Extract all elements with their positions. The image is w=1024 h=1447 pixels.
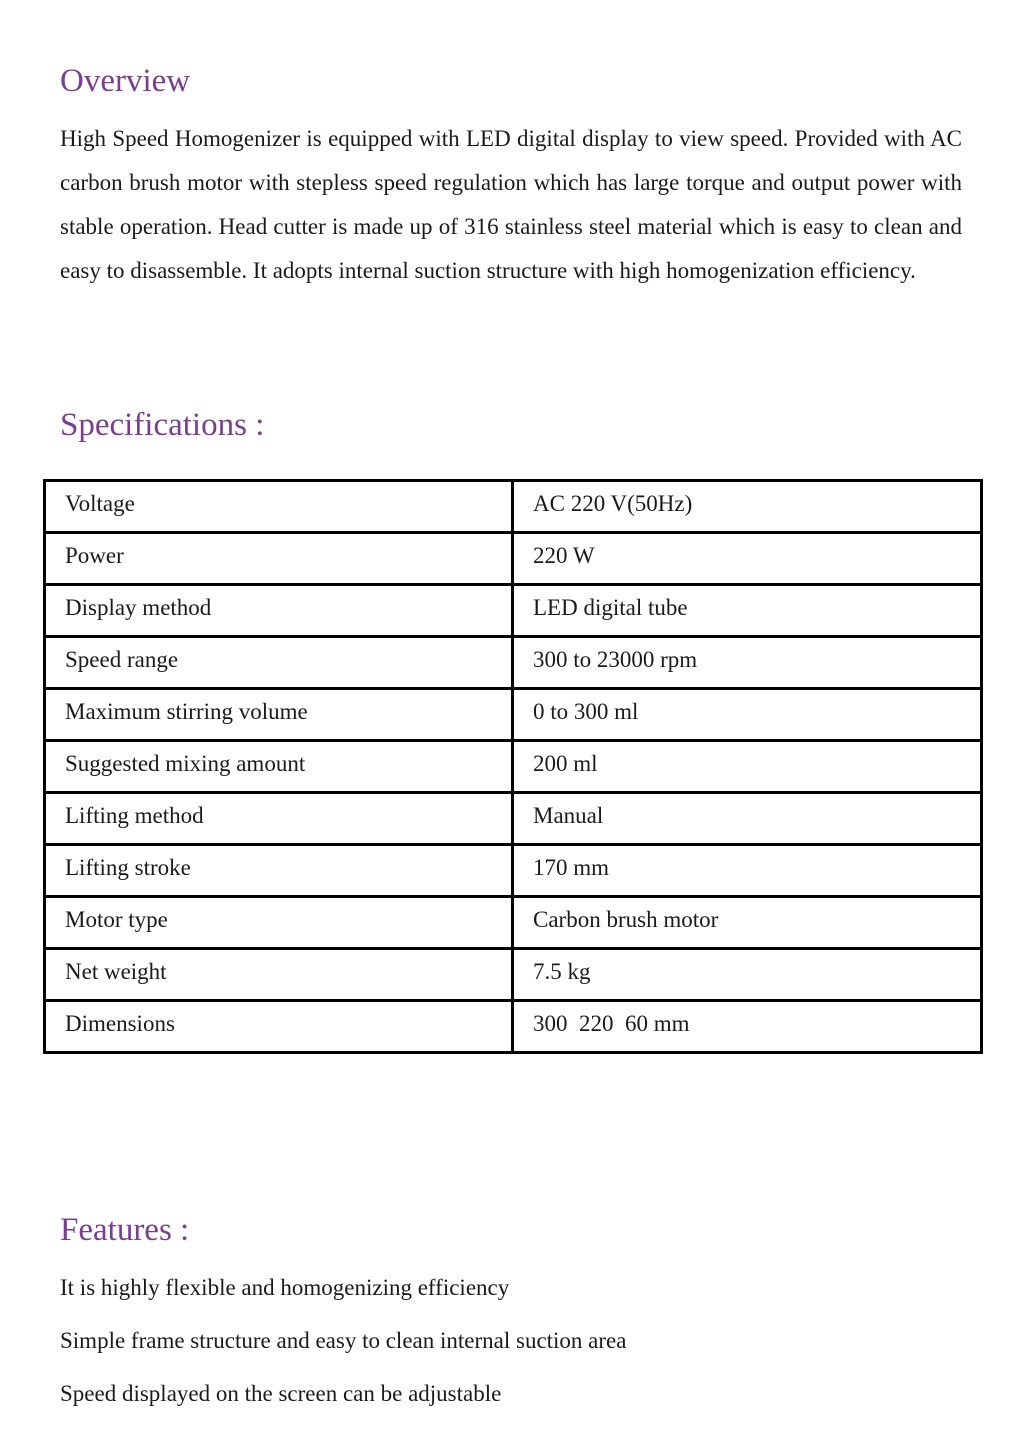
table-row bbox=[45, 689, 982, 741]
spec-label: Dimensions bbox=[45, 1001, 513, 1053]
spec-value: 300 to 23000 rpm bbox=[513, 637, 982, 689]
specifications-heading: Specifications : bbox=[60, 407, 265, 443]
list-item: It is highly flexible and homogenizing efficiency bbox=[60, 1275, 510, 1300]
spec-value: 0 to 300 ml bbox=[513, 689, 982, 741]
spec-value: 200 ml bbox=[513, 741, 982, 793]
spec-value: Carbon brush motor bbox=[513, 897, 982, 949]
spec-label: Net weight bbox=[45, 949, 513, 1001]
table-row bbox=[45, 897, 982, 949]
spec-label: Power bbox=[45, 533, 513, 585]
list-item: Speed displayed on the screen can be adjustable bbox=[60, 1381, 502, 1406]
spec-value: 220 W bbox=[513, 533, 982, 585]
table-row bbox=[45, 481, 982, 533]
table-row bbox=[45, 637, 982, 689]
table-row bbox=[45, 1001, 982, 1053]
spec-value: 170 mm bbox=[513, 845, 982, 897]
spec-label: Lifting method bbox=[45, 793, 513, 845]
spec-value: AC 220 V(50Hz) bbox=[513, 481, 982, 533]
table-row bbox=[45, 585, 982, 637]
spec-value: 300 220 60 mm bbox=[513, 1001, 982, 1053]
spec-label: Speed range bbox=[45, 637, 513, 689]
table-row bbox=[45, 949, 982, 1001]
table-row bbox=[45, 741, 982, 793]
spec-value: 7.5 kg bbox=[513, 949, 982, 1001]
spec-label: Suggested mixing amount bbox=[45, 741, 513, 793]
overview-paragraph: High Speed Homogenizer is equipped with LED digital display to view speed. Provided with AC carbon brush motor with stepless speed regulation which has large torque and output power with stable operation. Head cutter is made up of 316 stainless steel material which is easy to clean and easy to disassemble. It adopts internal suction structure with high homogenization efficiency. bbox=[60, 126, 962, 283]
spec-label: Maximum stirring volume bbox=[45, 689, 513, 741]
features-list bbox=[60, 1266, 626, 1425]
table-row bbox=[45, 793, 982, 845]
specifications-table bbox=[43, 479, 983, 1054]
spec-label: Display method bbox=[45, 585, 513, 637]
spec-label: Lifting stroke bbox=[45, 845, 513, 897]
overview-heading: Overview bbox=[60, 63, 191, 99]
list-item: Simple frame structure and easy to clean internal suction area bbox=[60, 1328, 627, 1353]
table-row bbox=[45, 845, 982, 897]
spec-label: Motor type bbox=[45, 897, 513, 949]
spec-label: Voltage bbox=[45, 481, 513, 533]
spec-value: LED digital tube bbox=[513, 585, 982, 637]
spec-value: Manual bbox=[513, 793, 982, 845]
features-heading: Features : bbox=[60, 1212, 190, 1248]
table-row bbox=[45, 533, 982, 585]
